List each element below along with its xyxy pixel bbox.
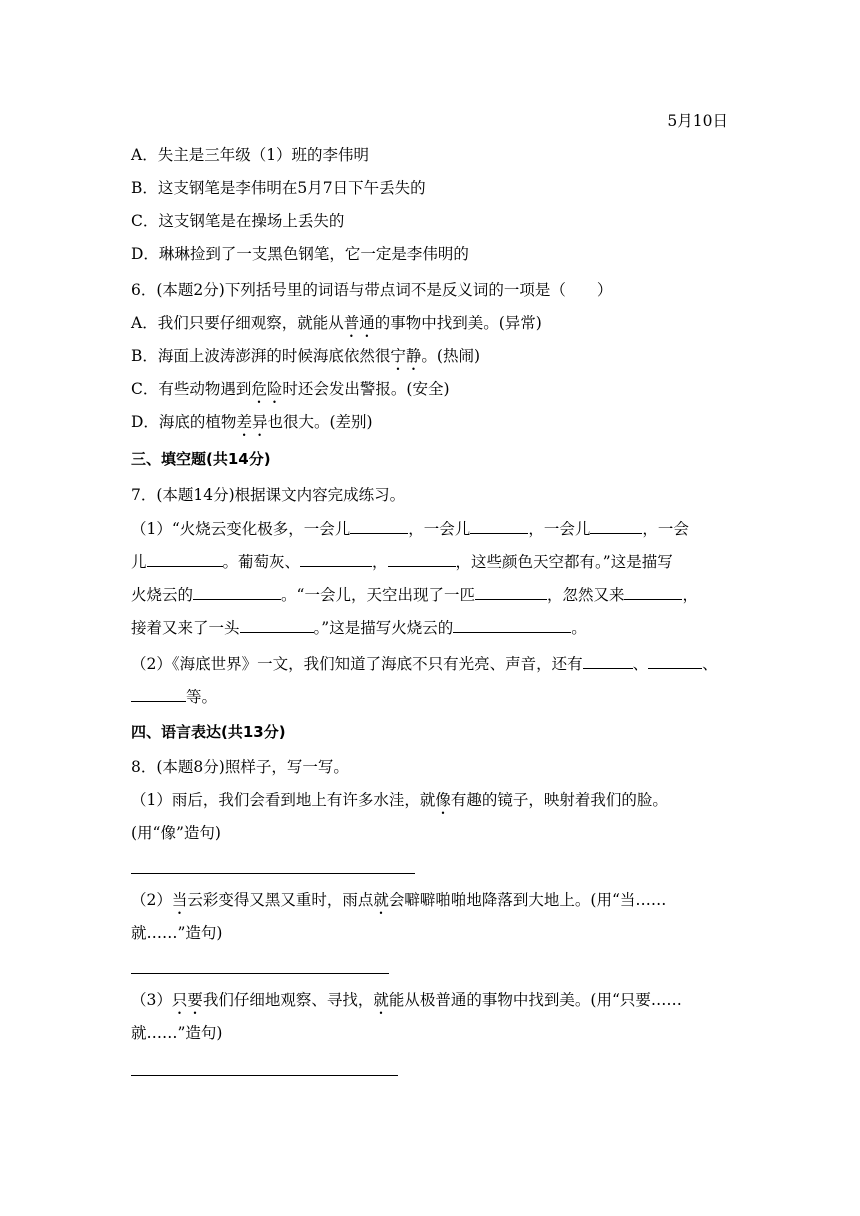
q5-option-b: B．这支钢笔是李伟明在5月7日下午丢失的 (131, 179, 426, 197)
answer-line-2[interactable] (131, 973, 389, 974)
q8-sentence3-instruction: 就……”造句) (131, 1024, 223, 1042)
q8-sentence2-instruction: 就……”造句) (131, 924, 223, 942)
q8-sentence1-instruction: (用“像”造句) (131, 824, 221, 842)
dotted-word: 宁静 (390, 347, 422, 365)
dotted-word: 就 (373, 991, 389, 1009)
section-heading-fill-in: 三、填空题(共14分) (131, 450, 271, 468)
dotted-word: 只要 (171, 991, 203, 1009)
q6-option-a: A．我们只要仔细观察，就能从普通的事物中找到美。(异常) (131, 314, 542, 332)
q8-stem: 8．(本题8分)照样子，写一写。 (131, 758, 349, 776)
q5-option-c: C．这支钢笔是在操场上丢失的 (131, 212, 345, 230)
q5-option-d: D．琳琳捡到了一支黑色钢笔，它一定是李伟明的 (131, 245, 469, 263)
dotted-word: 当 (171, 891, 188, 909)
q8-sentence1: （1）雨后，我们会看到地上有许多水洼，就像有趣的镜子，映射着我们的脸。 (131, 791, 668, 809)
q7-part1-line3: 火烧云的 。“一会儿，天空出现了一匹 ，忽然又来 ， (131, 586, 698, 604)
q8-sentence3: （3）只要我们仔细地观察、寻找，就能从极普通的事物中找到美。(用“只要…… (131, 991, 682, 1009)
q7-part1-line1: （1）“火烧云变化极多，一会儿 ，一会儿 ，一会儿 ，一会 (131, 520, 689, 538)
q6-option-c: C．有些动物遇到危险时还会发出警报。(安全) (131, 380, 450, 398)
dotted-word: 危险 (251, 380, 283, 398)
q7-part2-line2: 等。 (131, 686, 217, 707)
dotted-word: 普通 (343, 314, 375, 332)
dotted-word: 就 (373, 891, 389, 909)
dotted-word: 像 (435, 791, 451, 809)
q7-part1-line2: 儿 。葡萄灰、 ， ，这些颜色天空都有。”这是描写 (131, 553, 673, 571)
dotted-word: 差异 (236, 413, 268, 431)
section-heading-expression: 四、语言表达(共13分) (131, 723, 286, 741)
q6-option-d: D．海底的植物差异也很大。(差别) (131, 413, 373, 431)
q5-option-a: A．失主是三年级（1）班的李伟明 (131, 146, 370, 164)
q7-part1-line4: 接着又来了一头 。”这是描写火烧云的 。 (131, 619, 587, 637)
answer-line-1[interactable] (131, 873, 415, 874)
q8-sentence2: （2）当云彩变得又黑又重时，雨点就会噼噼啪啪地降落到大地上。(用“当…… (131, 891, 667, 909)
letter-date: 5月10日 (667, 112, 728, 130)
q7-stem: 7．(本题14分)根据课文内容完成练习。 (131, 486, 406, 504)
answer-line-3[interactable] (131, 1075, 398, 1076)
q7-part2-line1: （2）《海底世界》一文，我们知道了海底不只有光亮、声音，还有 、 、 (131, 655, 718, 673)
q6-option-b: B．海面上波涛澎湃的时候海底依然很宁静。(热闹) (131, 347, 481, 365)
q6-stem: 6．(本题2分)下列括号里的词语与带点词不是反义词的一项是（ ） (131, 281, 613, 299)
